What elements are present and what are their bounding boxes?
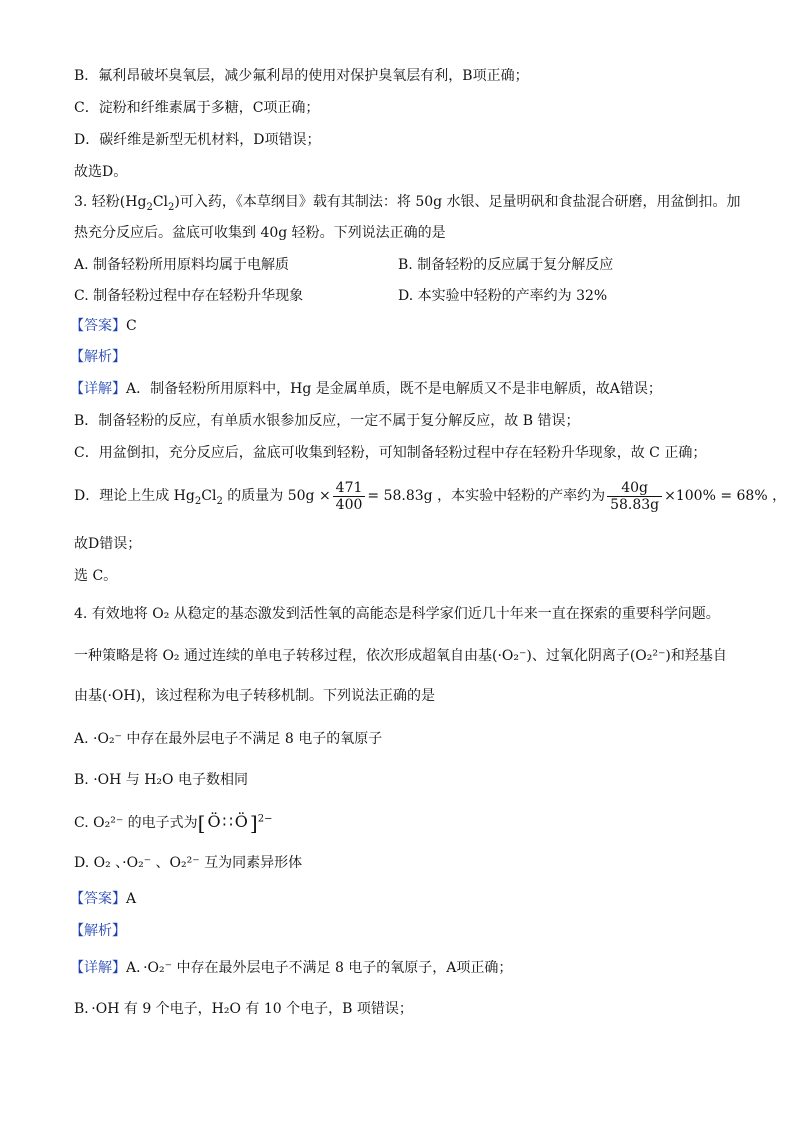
answer-3: 【答案】C	[70, 318, 137, 334]
question-4-stem-line2: 一种策略是将 O₂ 通过连续的单电子转移过程，依次形成超氧自由基(·O₂⁻)、过氧化阴离子(O₂²⁻)和羟基自	[74, 648, 727, 664]
question-4-stem: 4. 有效地将 O₂ 从稳定的基态激发到活性氧的高能态是科学家们近几十年来一直在探索的重要科学问题。	[74, 606, 720, 622]
detail-4-a: 【详解】A．·O₂⁻ 中存在最外层电子不满足 8 电子的氧原子，A项正确；	[70, 960, 513, 976]
detail-3-d: D．理论上生成 $Hg_2Cl_2$ 的质量为 50g × $\frac{471}{400}$ = 58.83g ，本实验中轻粉的产率约为 $\frac{40g}{58.83g}$ ×100% = 68% ，	[74, 479, 787, 513]
detail-3-b: B．制备轻粉的反应，有单质水银参加反应，一定不属于复分解反应，故 B 错误；	[74, 413, 580, 429]
q3-option-d: D. 本实验中轻粉的产率约为 32%	[398, 288, 608, 304]
text-line: B．氟利昂破坏臭氧层，减少氟利昂的使用对保护臭氧层有利，B项正确；	[74, 68, 529, 84]
question-4-stem-line3: 由基(·OH)，该过程称为电子转移机制。下列说法正确的是	[74, 688, 436, 704]
question-3-stem-line2: 热充分反应后。盆底可收集到 40g 轻粉。下列说法正确的是	[74, 225, 446, 241]
fraction-yield: $\frac{40g}{58.83g}$	[607, 480, 662, 513]
detail-4-b: B．·OH 有 9 个电子，H₂O 有 10 个电子，B 项错误；	[74, 1001, 413, 1017]
q3-option-b: B. 制备轻粉的反应属于复分解反应	[398, 257, 614, 273]
q4-option-c: C. O₂²⁻ 的电子式为[ Ö ∷ Ö ]$^{2-}$	[74, 811, 273, 835]
detail-3-a: 【详解】A．制备轻粉所用原料中，Hg 是金属单质，既不是电解质又不是非电解质，故A错误；	[70, 381, 662, 397]
q3-option-a: A. 制备轻粉所用原料均属于电解质	[74, 257, 290, 273]
detail-3-c: C．用盆倒扣，充分反应后，盆底可收集到轻粉，可知制备轻粉过程中存在轻粉升华现象，故 C 正确；	[74, 445, 707, 461]
explanation-3-tag: 【解析】	[70, 349, 126, 365]
answer-4: 【答案】A	[70, 891, 137, 907]
text-line: D．碳纤维是新型无机材料，D项错误；	[74, 132, 321, 148]
question-3-stem: 3. 轻粉$(Hg_2Cl_2)$可入药，《本草纲目》载有其制法：将 50g 水银、足量明矾和食盐混合研磨，用盆倒扣。加	[74, 194, 741, 213]
detail-3-d-end: 故D错误；	[74, 536, 142, 552]
explanation-4-tag: 【解析】	[70, 923, 126, 939]
q3-option-c: C. 制备轻粉过程中存在轻粉升华现象	[74, 288, 304, 304]
text-line: C．淀粉和纤维素属于多糖，C项正确；	[74, 100, 320, 116]
fraction-471-400: $\frac{471}{400}$	[333, 480, 366, 513]
q4-option-d: D. O₂ 、·O₂⁻ 、O₂²⁻ 互为同素异形体	[74, 855, 303, 871]
text-line: 故选D。	[74, 164, 128, 180]
detail-3-conclusion: 选 C。	[74, 568, 118, 584]
q4-option-a: A. ·O₂⁻ 中存在最外层电子不满足 8 电子的氧原子	[74, 731, 383, 747]
q4-option-b: B. ·OH 与 H₂O 电子数相同	[74, 772, 248, 788]
